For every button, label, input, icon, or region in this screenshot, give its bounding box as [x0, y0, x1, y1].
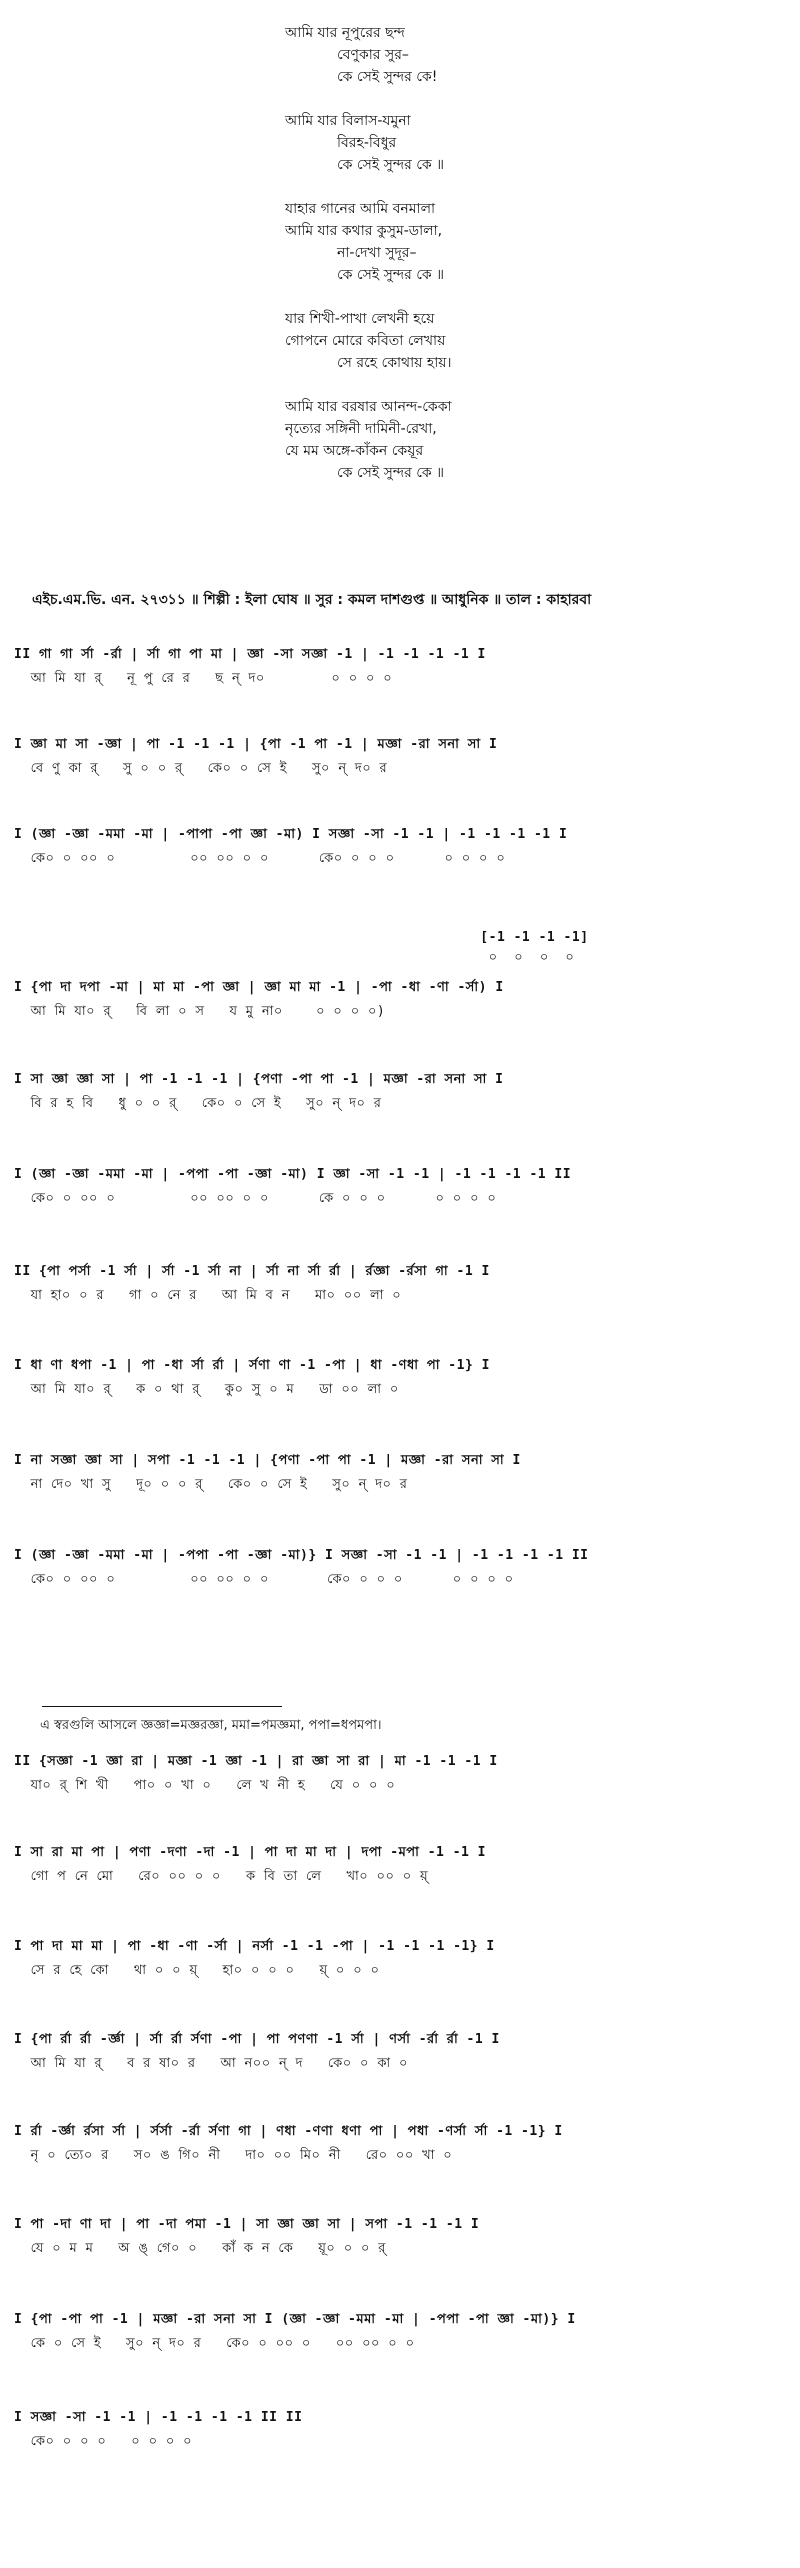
lyric-line: যাহার গানের আমি বনমালা: [285, 201, 436, 217]
syllable-row: কে০ ০ ০০ ০ ০০ ০০ ০ ০ কে০ ০ ০ ০ ০ ০ ০ ০: [14, 851, 506, 866]
lyrics: [285, 22, 705, 506]
syllable-row: সে র হে কো থা ০ ০ য়্ হা০ ০ ০ ০ য়্ ০ ০ ০: [14, 1963, 380, 1978]
syllable-row: নৃ ০ ত্যে০ র স০ ঙ গি০ নী দা০ ০০ মি০ নী রে০ ০০ খা ০: [14, 2148, 453, 2163]
notation-block: [14, 2408, 786, 2453]
syllable-row: আ মি যা০ র্ বি লা ০ স য মু না০ ০ ০ ০ ০): [14, 1004, 386, 1019]
notation-block: [14, 1546, 786, 1591]
footnote: এ স্বরগুলি আসলে জ্ঞজ্ঞা=মজ্ঞরজ্ঞা, মমা=পমজ্ঞমা, পপা=ধপমপা।: [40, 1718, 382, 1733]
notation-block: [14, 1752, 786, 1797]
syllable-row: আ মি যা০ র্ ক ০ থা র্ কু০ সু ০ ম ডা ০০ লা ০: [14, 1382, 399, 1397]
lyric-line: সে রহে কোথায় হায়।: [337, 355, 452, 371]
notation-row: I (জ্ঞা -জ্ঞা -মমা -মা | -পপা -পা -জ্ঞা -মা) I জ্ঞা -সা -1 -1 | -1 -1 -1 -1 II: [14, 1167, 572, 1182]
notation-row: I সজ্ঞা -সা -1 -1 | -1 -1 -1 -1 II II: [14, 2410, 303, 2425]
notation-row: II গা গা র্সা -র্রা | র্সা গা পা মা | জ্ঞা -সা সজ্ঞা -1 | -1 -1 -1 -1 I: [14, 647, 486, 662]
notation-row: I পা দা মা মা | পা -ধা -ণা -র্সা | নর্সা -1 -1 -পা | -1 -1 -1 -1} I: [14, 1939, 495, 1954]
footnote-divider: [42, 1706, 282, 1707]
syllable-row: যে ০ ম ম অ ঙ্ গে০ ০ কাঁ ক ন কে য়ূ০ ০ ০ র্: [14, 2241, 386, 2256]
syllable-row: কে ০ সে ই সু০ ন্ দ০ র কে০ ০ ০০ ০ ০০ ০০ ০ ০: [14, 2336, 415, 2351]
notation-row: I পা -দা ণা দা | পা -দা পমা -1 | সা জ্ঞা জ্ঞা সা | সপা -1 -1 -1 I: [14, 2217, 480, 2232]
notation-row: [-1 -1 -1 -1]: [14, 930, 589, 945]
notation-block: [14, 2310, 786, 2355]
lyric-line: আমি যার বিলাস-যমুনা: [285, 113, 411, 129]
lyric-line: আমি যার বরষার আনন্দ-কেকা: [285, 399, 452, 415]
notation-row: I সা রা মা পা | পণা -দণা -দা -1 | পা দা মা দা | দপা -মপা -1 -1 I: [14, 1845, 487, 1860]
syllable-row: যা০ র্ শি খী পা০ ০ খা ০ লে খ নী হ যে ০ ০ ০: [14, 1778, 396, 1793]
lyric-line: আমি যার নূপুরের ছন্দ: [285, 25, 405, 41]
notation-block: [14, 645, 786, 690]
lyric-line: কে সেই সুন্দর কে ॥: [337, 157, 445, 173]
lyric-line: বিরহ-বিধুর: [337, 135, 397, 151]
notation-row: II {পা পর্সা -1 র্সা | র্সা -1 র্সা না | র্সা না র্সা র্রা | র্রজ্ঞা -র্রসা গা -1 I: [14, 1264, 490, 1279]
syllable-row: আ মি যা র্ নূ পু রে র ছ ন্ দ০ ০ ০ ০ ০: [14, 671, 393, 686]
stanza-4: [285, 308, 705, 374]
stanza-2: [285, 110, 705, 176]
notation-row: I {পা দা দপা -মা | মা মা -পা জ্ঞা | জ্ঞা মা মা -1 | -পা -ধা -ণা -র্সা) I: [14, 980, 504, 995]
syllable-row: কে০ ০ ০০ ০ ০০ ০০ ০ ০ কে০ ০ ০ ০ ০ ০ ০ ০: [14, 1572, 514, 1587]
notation-block: [14, 978, 786, 1023]
lyric-line: যে মম অঙ্গে-কাঁকন কেয়ূর: [285, 443, 424, 459]
notation-row: I ধা ণা ধপা -1 | পা -ধা র্সা র্রা | র্সণা ণা -1 -পা | ধা -ণধা পা -1} I: [14, 1358, 490, 1373]
syllable-row: না দে০ খা সু দূ০ ০ ০ র্ কে০ ০ সে ই সু০ ন্ দ০ র: [14, 1477, 408, 1492]
lyric-line: গোপনে মোরে কবিতা লেখায়: [285, 333, 446, 349]
notation-block: [14, 2122, 786, 2167]
syllable-row: ০ ০ ০ ০: [14, 950, 575, 965]
lyric-line: নৃত্যের সঙ্গিনী দামিনী-রেখা,: [285, 421, 437, 437]
syllable-row: কে০ ০ ০ ০ ০ ০ ০ ০: [14, 2434, 193, 2449]
lyric-line: কে সেই সুন্দর কে ॥: [337, 465, 445, 481]
notation-block: [14, 1451, 786, 1496]
notation-row: I (জ্ঞা -জ্ঞা -মমা -মা | -পপা -পা -জ্ঞা -মা)} I সজ্ঞা -সা -1 -1 | -1 -1 -1 -1 II: [14, 1548, 589, 1563]
lyric-line: কে সেই সুন্দর কে ॥: [337, 267, 445, 283]
notation-row: I {পা -পা পা -1 | মজ্ঞা -রা সনা সা I (জ্ঞা -জ্ঞা -মমা -মা | -পপা -পা জ্ঞা -মা)} I: [14, 2312, 576, 2327]
syllable-row: আ মি যা র্ ব র ষা০ র আ ন০০ ন্ দ কে০ ০ কা ০: [14, 2056, 408, 2071]
notation-row: I র্রা -র্জ্ঞা র্রসা র্সা | র্সর্সা -র্রা র্সণা গা | ণধা -ণণা ধণা পা | পধা -ণর্সা র্সা -1 -1} I: [14, 2124, 563, 2139]
song-metadata: এইচ.এম.ভি. এন. ২৭৩১১ ॥ শিল্পী : ইলা ঘোষ ॥ সুর : কমল দাশগুপ্ত ॥ আধুনিক ॥ তাল : কাহারবা: [32, 592, 592, 608]
notation-block: [14, 1356, 786, 1401]
lyric-line: কে সেই সুন্দর কে!: [337, 69, 438, 85]
syllable-row: কে০ ০ ০০ ০ ০০ ০০ ০ ০ কে ০ ০ ০ ০ ০ ০ ০: [14, 1191, 497, 1206]
notation-block: [14, 2215, 786, 2260]
notation-row: I জ্ঞা মা সা -জ্ঞা | পা -1 -1 -1 | {পা -1 পা -1 | মজ্ঞা -রা সনা সা I: [14, 737, 498, 752]
stanza-5: [285, 396, 705, 484]
notation-block: [14, 2030, 786, 2075]
notation-block: [14, 930, 786, 969]
notation-block: [14, 1843, 786, 1888]
stanza-3: [285, 198, 705, 286]
syllable-row: গো প নে মো রে০ ০০ ০ ০ ক বি তা লে খা০ ০০ ০ য়্: [14, 1869, 429, 1884]
notation-block: [14, 825, 786, 870]
notation-block: [14, 1262, 786, 1307]
syllable-row: বে ণু কা র্ সু ০ ০ র্ কে০ ০ সে ই সু০ ন্ দ০ র: [14, 761, 388, 776]
lyric-line: না-দেখা সুদূর–: [337, 245, 417, 261]
notation-row: I (জ্ঞা -জ্ঞা -মমা -মা | -পাপা -পা জ্ঞা -মা) I সজ্ঞা -সা -1 -1 | -1 -1 -1 -1 I: [14, 827, 568, 842]
lyric-line: যার শিখী-পাখা লেখনী হয়ে: [285, 311, 435, 327]
notation-row: I {পা র্রা র্রা -র্জ্ঞা | র্সা র্রা র্সণা -পা | পা পণণা -1 র্সা | ণর্সা -র্রা র্রা -1 I: [14, 2032, 500, 2047]
notation-block: [14, 1165, 786, 1210]
notation-row: I সা জ্ঞা জ্ঞা সা | পা -1 -1 -1 | {পণা -পা পা -1 | মজ্ঞা -রা সনা সা I: [14, 1072, 504, 1087]
notation-block: [14, 1937, 786, 1982]
syllable-row: বি র হ বি ধু ০ ০ র্ কে০ ০ সে ই সু০ ন্ দ০ র: [14, 1096, 382, 1111]
lyric-line: বেণুকার সুর–: [337, 47, 409, 63]
notation-row: I না সজ্ঞা জ্ঞা সা | সপা -1 -1 -1 | {পণা -পা পা -1 | মজ্ঞা -রা সনা সা I: [14, 1453, 521, 1468]
notation-block: [14, 735, 786, 780]
notation-block: [14, 1070, 786, 1115]
notation-row: II {সজ্ঞা -1 জ্ঞা রা | মজ্ঞা -1 জ্ঞা -1 | রা জ্ঞা সা রা | মা -1 -1 -1 I: [14, 1754, 498, 1769]
lyric-line: আমি যার কথার কুসুম-ডালা,: [285, 223, 443, 239]
syllable-row: যা হা০ ০ র গা ০ নে র আ মি ব ন মা০ ০০ লা ০: [14, 1288, 402, 1303]
stanza-1: [285, 22, 705, 88]
